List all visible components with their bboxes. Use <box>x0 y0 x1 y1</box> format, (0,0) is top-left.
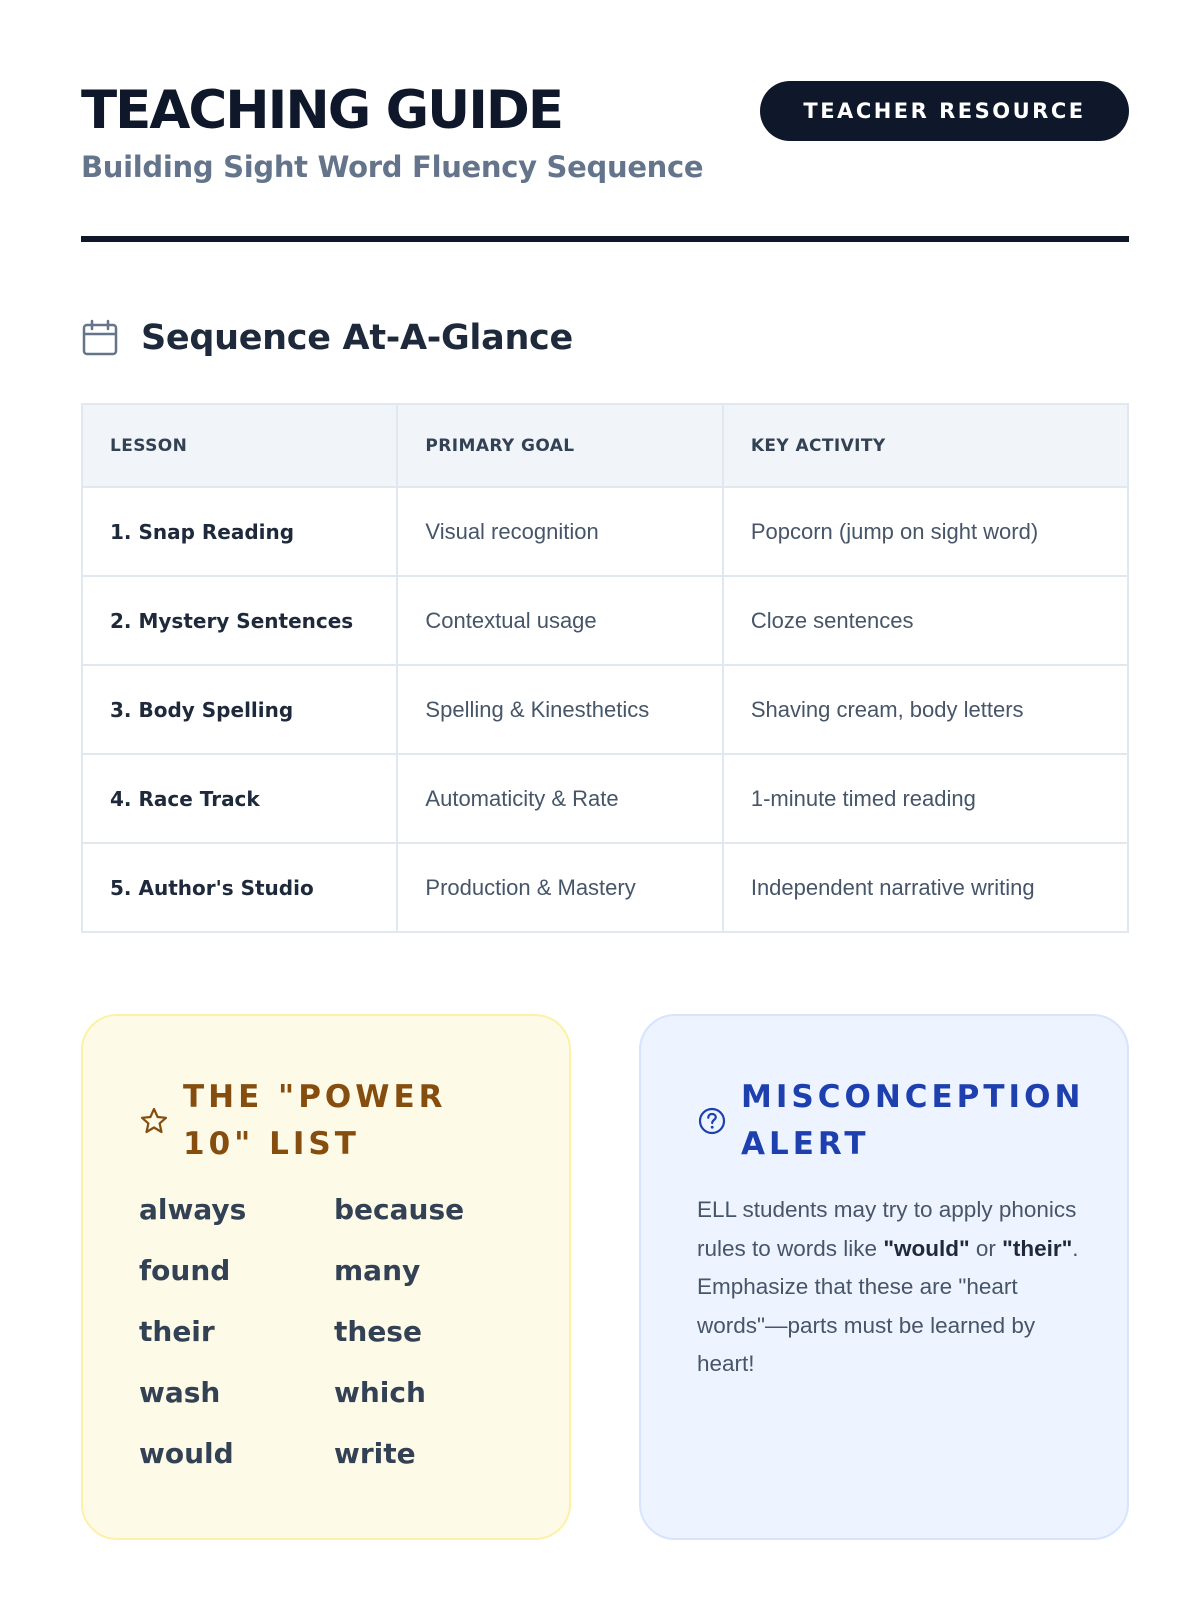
header-divider <box>81 236 1129 242</box>
alert-heading <box>697 1074 1091 1168</box>
list-item: would <box>139 1437 234 1470</box>
column-header-key-activity: KEY ACTIVITY <box>723 404 1128 487</box>
activity-cell: 1-minute timed reading <box>723 754 1128 843</box>
goal-cell: Automaticity & Rate <box>397 754 722 843</box>
section-heading <box>81 312 573 364</box>
lesson-cell: 3. Body Spelling <box>82 665 397 754</box>
star-icon <box>139 1106 169 1136</box>
teacher-resource-badge: TEACHER RESOURCE <box>760 81 1129 141</box>
power-word-list <box>139 1190 519 1495</box>
list-item: found <box>139 1254 231 1287</box>
question-circle-icon <box>697 1106 727 1136</box>
power-list-title: THE "POWER 10" LIST <box>183 1079 447 1162</box>
list-item: always <box>139 1193 247 1226</box>
activity-cell: Shaving cream, body letters <box>723 665 1128 754</box>
goal-cell: Spelling & Kinesthetics <box>397 665 722 754</box>
list-item: these <box>334 1315 422 1348</box>
table-row <box>82 843 1128 932</box>
activity-cell: Popcorn (jump on sight word) <box>723 487 1128 576</box>
header <box>81 78 1129 238</box>
alert-word-their: "their" <box>1002 1235 1073 1261</box>
power-list-card <box>81 1014 571 1540</box>
lesson-cell: 5. Author's Studio <box>82 843 397 932</box>
misconception-alert-card <box>639 1014 1129 1540</box>
lesson-cell: 2. Mystery Sentences <box>82 576 397 665</box>
table-row <box>82 487 1128 576</box>
list-item: write <box>334 1437 416 1470</box>
activity-cell: Cloze sentences <box>723 576 1128 665</box>
calendar-icon <box>81 319 119 357</box>
power-list-heading <box>139 1074 483 1168</box>
page-title: TEACHING GUIDE <box>81 80 563 141</box>
column-header-lesson: LESSON <box>82 404 397 487</box>
page-subtitle: Building Sight Word Fluency Sequence <box>81 150 704 184</box>
alert-text-intro: ELL students may try to apply phonics rules to words like <box>697 1197 1077 1261</box>
table-row <box>82 754 1128 843</box>
goal-cell: Production & Mastery <box>397 843 722 932</box>
table-row <box>82 665 1128 754</box>
goal-cell: Contextual usage <box>397 576 722 665</box>
alert-word-would: "would" <box>883 1235 970 1261</box>
teaching-guide-page <box>81 0 1129 1600</box>
list-item: wash <box>139 1376 221 1409</box>
activity-cell: Independent narrative writing <box>723 843 1128 932</box>
list-item: their <box>139 1315 215 1348</box>
column-header-primary-goal: PRIMARY GOAL <box>397 404 722 487</box>
list-item: because <box>334 1193 465 1226</box>
table-header-row <box>82 404 1128 487</box>
lesson-cell: 1. Snap Reading <box>82 487 397 576</box>
alert-text-or: or <box>969 1235 1003 1261</box>
section-title: Sequence At-A-Glance <box>141 318 573 358</box>
alert-text <box>697 1191 1087 1384</box>
lesson-cell: 4. Race Track <box>82 754 397 843</box>
alert-title: MISCONCEPTION ALERT <box>741 1079 1085 1162</box>
list-item: many <box>334 1254 421 1287</box>
sequence-table <box>81 403 1129 933</box>
list-item: which <box>334 1376 426 1409</box>
table-row <box>82 576 1128 665</box>
goal-cell: Visual recognition <box>397 487 722 576</box>
alert-text-outro: . Emphasize that these are "heart words"—parts must be learned by heart! <box>697 1235 1079 1376</box>
